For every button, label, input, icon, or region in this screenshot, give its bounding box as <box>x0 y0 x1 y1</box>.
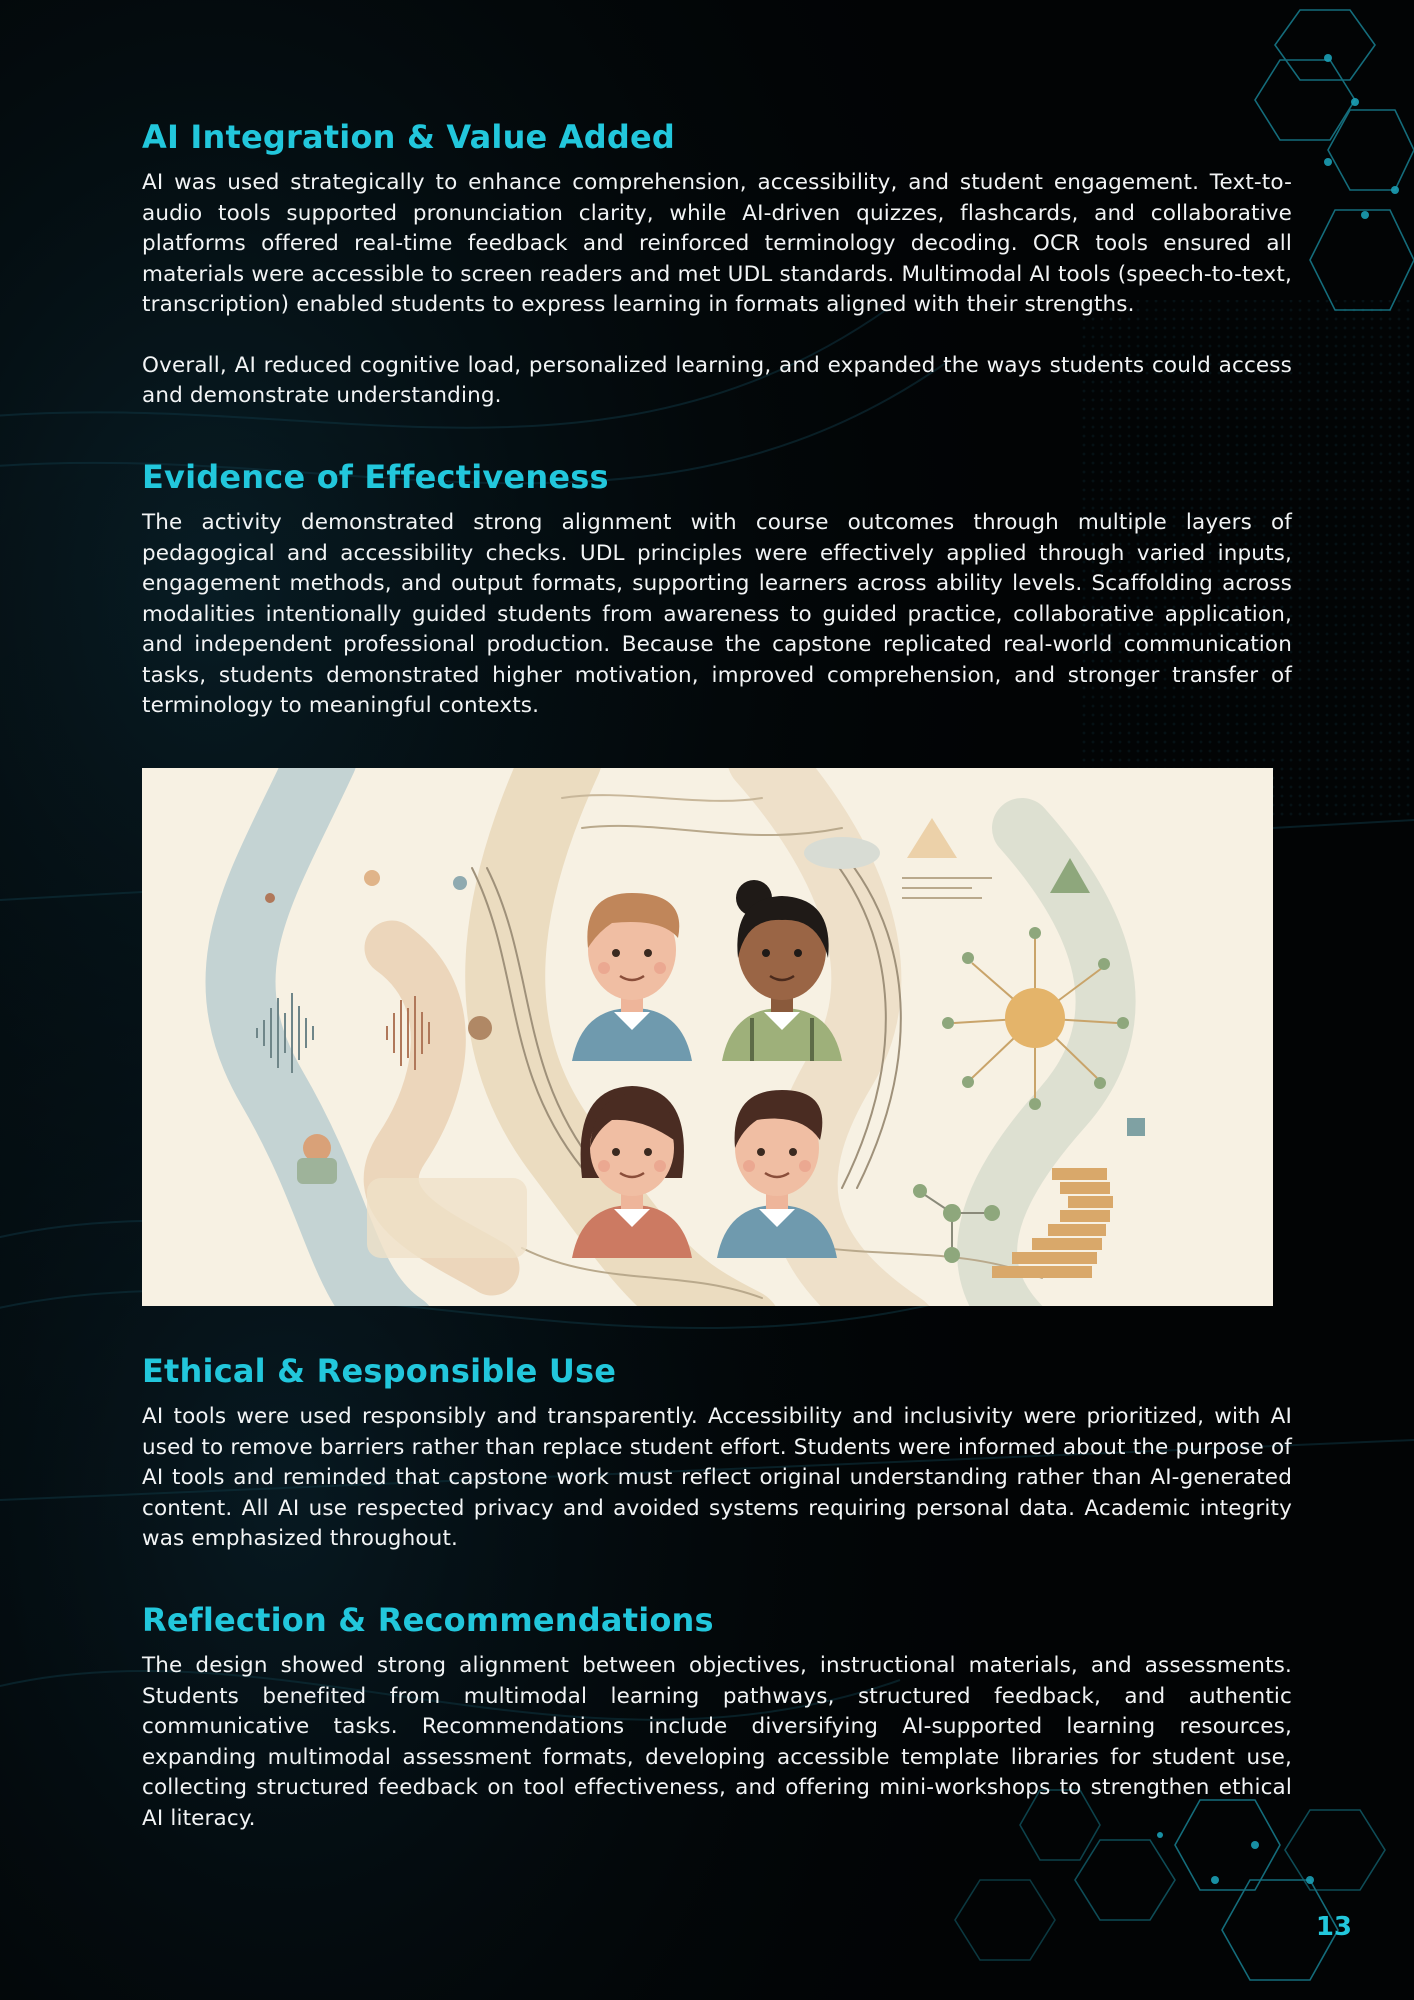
section-paragraph: AI tools were used responsibly and transparently. Accessibility and inclusivity were prioritized, with AI used to remove barriers rather than replace student effort. Students were informed about the purpose of AI tools and reminded that capstone work must reflect original understanding rather than AI-generated content. All AI use respected privacy and avoided systems requiring personal data. Academic integrity was emphasized throughout. <box>142 1404 1292 1552</box>
page-content <box>142 118 1292 1878</box>
section-heading: AI Integration & Value Added <box>142 118 675 156</box>
section-evidence-effectiveness <box>142 458 1292 722</box>
section-paragraph: Overall, AI reduced cognitive load, personalized learning, and expanded the ways students could access and demonstrate understanding. <box>142 352 1292 409</box>
section-heading: Evidence of Effectiveness <box>142 457 609 496</box>
section-ethical-use <box>142 1352 1292 1555</box>
section-ai-integration <box>142 118 1292 412</box>
illustration-learners-pathways <box>142 768 1273 1306</box>
section-paragraph: The activity demonstrated strong alignment with course outcomes through multiple layers of pedagogical and accessibility checks. UDL principles were effectively applied through varied inputs, engagement methods, and output formats, supporting learners across ability levels. Scaffolding across modalities intentionally guided students from awareness to guided practice, collaborative application, and independent professional production. Because the capstone replicated real-world communication tasks, students demonstrated higher motivation, improved comprehension, and stronger transfer of terminology to meaningful contexts. <box>142 510 1292 719</box>
person-avatar <box>572 1086 692 1258</box>
section-paragraph: The design showed strong alignment between objectives, instructional materials, and assessments. Students benefited from multimodal learning pathways, structured feedback, and authentic communicative tasks. Recommendations include diversifying AI-supported learning resources, expanding multimodal assessment formats, developing accessible template libraries for student use, collecting structured feedback on tool effectiveness, and offering mini-workshops to strengthen ethical AI literacy. <box>142 1653 1292 1831</box>
page-number: 13 <box>1315 1912 1352 1942</box>
section-heading: Ethical & Responsible Use <box>142 1351 617 1390</box>
section-heading: Reflection & Recommendations <box>142 1600 714 1639</box>
section-reflection-recommendations <box>142 1601 1292 1834</box>
section-paragraph: AI was used strategically to enhance comprehension, accessibility, and student engagement. Text-to-audio tools supported pronunciation clarity, while AI-driven quizzes, flashcards, and collaborative platforms offered real-time feedback and reinforced terminology decoding. OCR tools ensured all materials were accessible to screen readers and met UDL standards. Multimodal AI tools (speech-to-text, transcription) enabled students to express learning in formats aligned with their strengths. <box>142 170 1292 318</box>
